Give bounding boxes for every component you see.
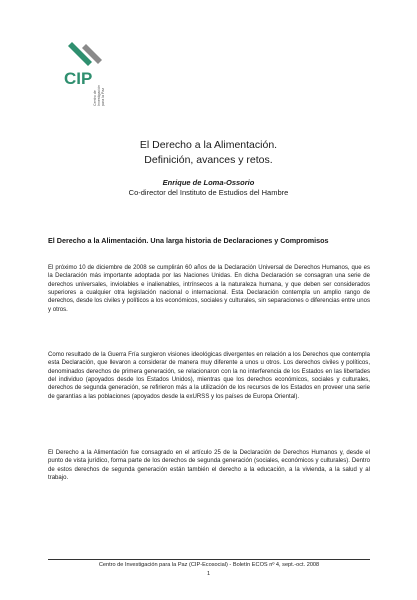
document-title <box>0 138 417 168</box>
logo-letters: CIP <box>64 69 93 88</box>
footer-text: Centro de Investigación para la Paz (CIP-Ecosocial) - Boletín ECOS nº 4, sept.-oct. 2008 <box>98 562 320 568</box>
paragraph-2: Como resultado de la Guerra Fría surgieron visiones ideológicas divergentes en relación a los Derechos que contempla esta Declaración, que llevaron a considerar de manera muy diferente a unos u otros. Los derechos civiles y políticos, denominados derechos de primera generación, se relacionaron con la no interferencia de los Estados en las libertades del individuo (apoyados desde los Estados Unidos), mientras que los derechos económicos, sociales y culturales, derechos de segunda generación, se refirieron más a la utilización de los recursos de los Estados en proveer una serie de garantías a las poblaciones (apoyados desde la exURSS y los países de Europa Oriental). <box>48 352 370 400</box>
page-number: 1 <box>206 571 211 577</box>
footer-divider <box>48 559 370 560</box>
logo-tagline-line-1: Centro de <box>93 90 97 106</box>
paragraph-3: El Derecho a la Alimentación fue consagrado en el artículo 25 de la Declaración de Derechos Humanos y, desde el punto de vista jurídico, forma parte de los derechos de segunda generación (sociales, económicos y culturales). Dentro de estos derechos de segunda generación están también el derecho a la educación, a la vivienda, a la salud y al trabajo. <box>48 450 370 482</box>
author-name: Enrique de Loma-Ossorio <box>162 178 255 187</box>
cip-logo-mark <box>62 40 108 108</box>
author-role: Co-director del Instituto de Estudios del Hambre <box>128 188 289 197</box>
paragraph-1: El próximo 10 de diciembre de 2008 se cumplirán 60 años de la Declaración Universal de Derechos Humanos, que es la Declaración más importante adoptada por las Naciones Unidas. En dicha Declaración se consagran una serie de derechos universales, inviolables e inalienables, intrínsecos a la naturaleza humana, y que deben ser considerados superiores a cualquier otra legislación nacional o internacional. Esta Declaración contempla un amplio rango de derechos, desde los civiles y políticos a los económicos, sociales y culturales, sin separaciones o diferencias entre unos y otros. <box>48 265 370 313</box>
cip-logo <box>62 40 108 108</box>
author-block <box>0 178 417 198</box>
logo-tagline-line-2: Investigación <box>97 85 101 106</box>
logo-tagline <box>93 85 105 106</box>
title-line-2: Definición, avances y retos. <box>144 154 273 166</box>
title-line-1: El Derecho a la Alimentación. <box>139 139 278 151</box>
section-heading: El Derecho a la Alimentación. Una larga historia de Declaraciones y Compromisos <box>48 236 329 245</box>
logo-tagline-line-3: para la Paz <box>101 87 105 106</box>
